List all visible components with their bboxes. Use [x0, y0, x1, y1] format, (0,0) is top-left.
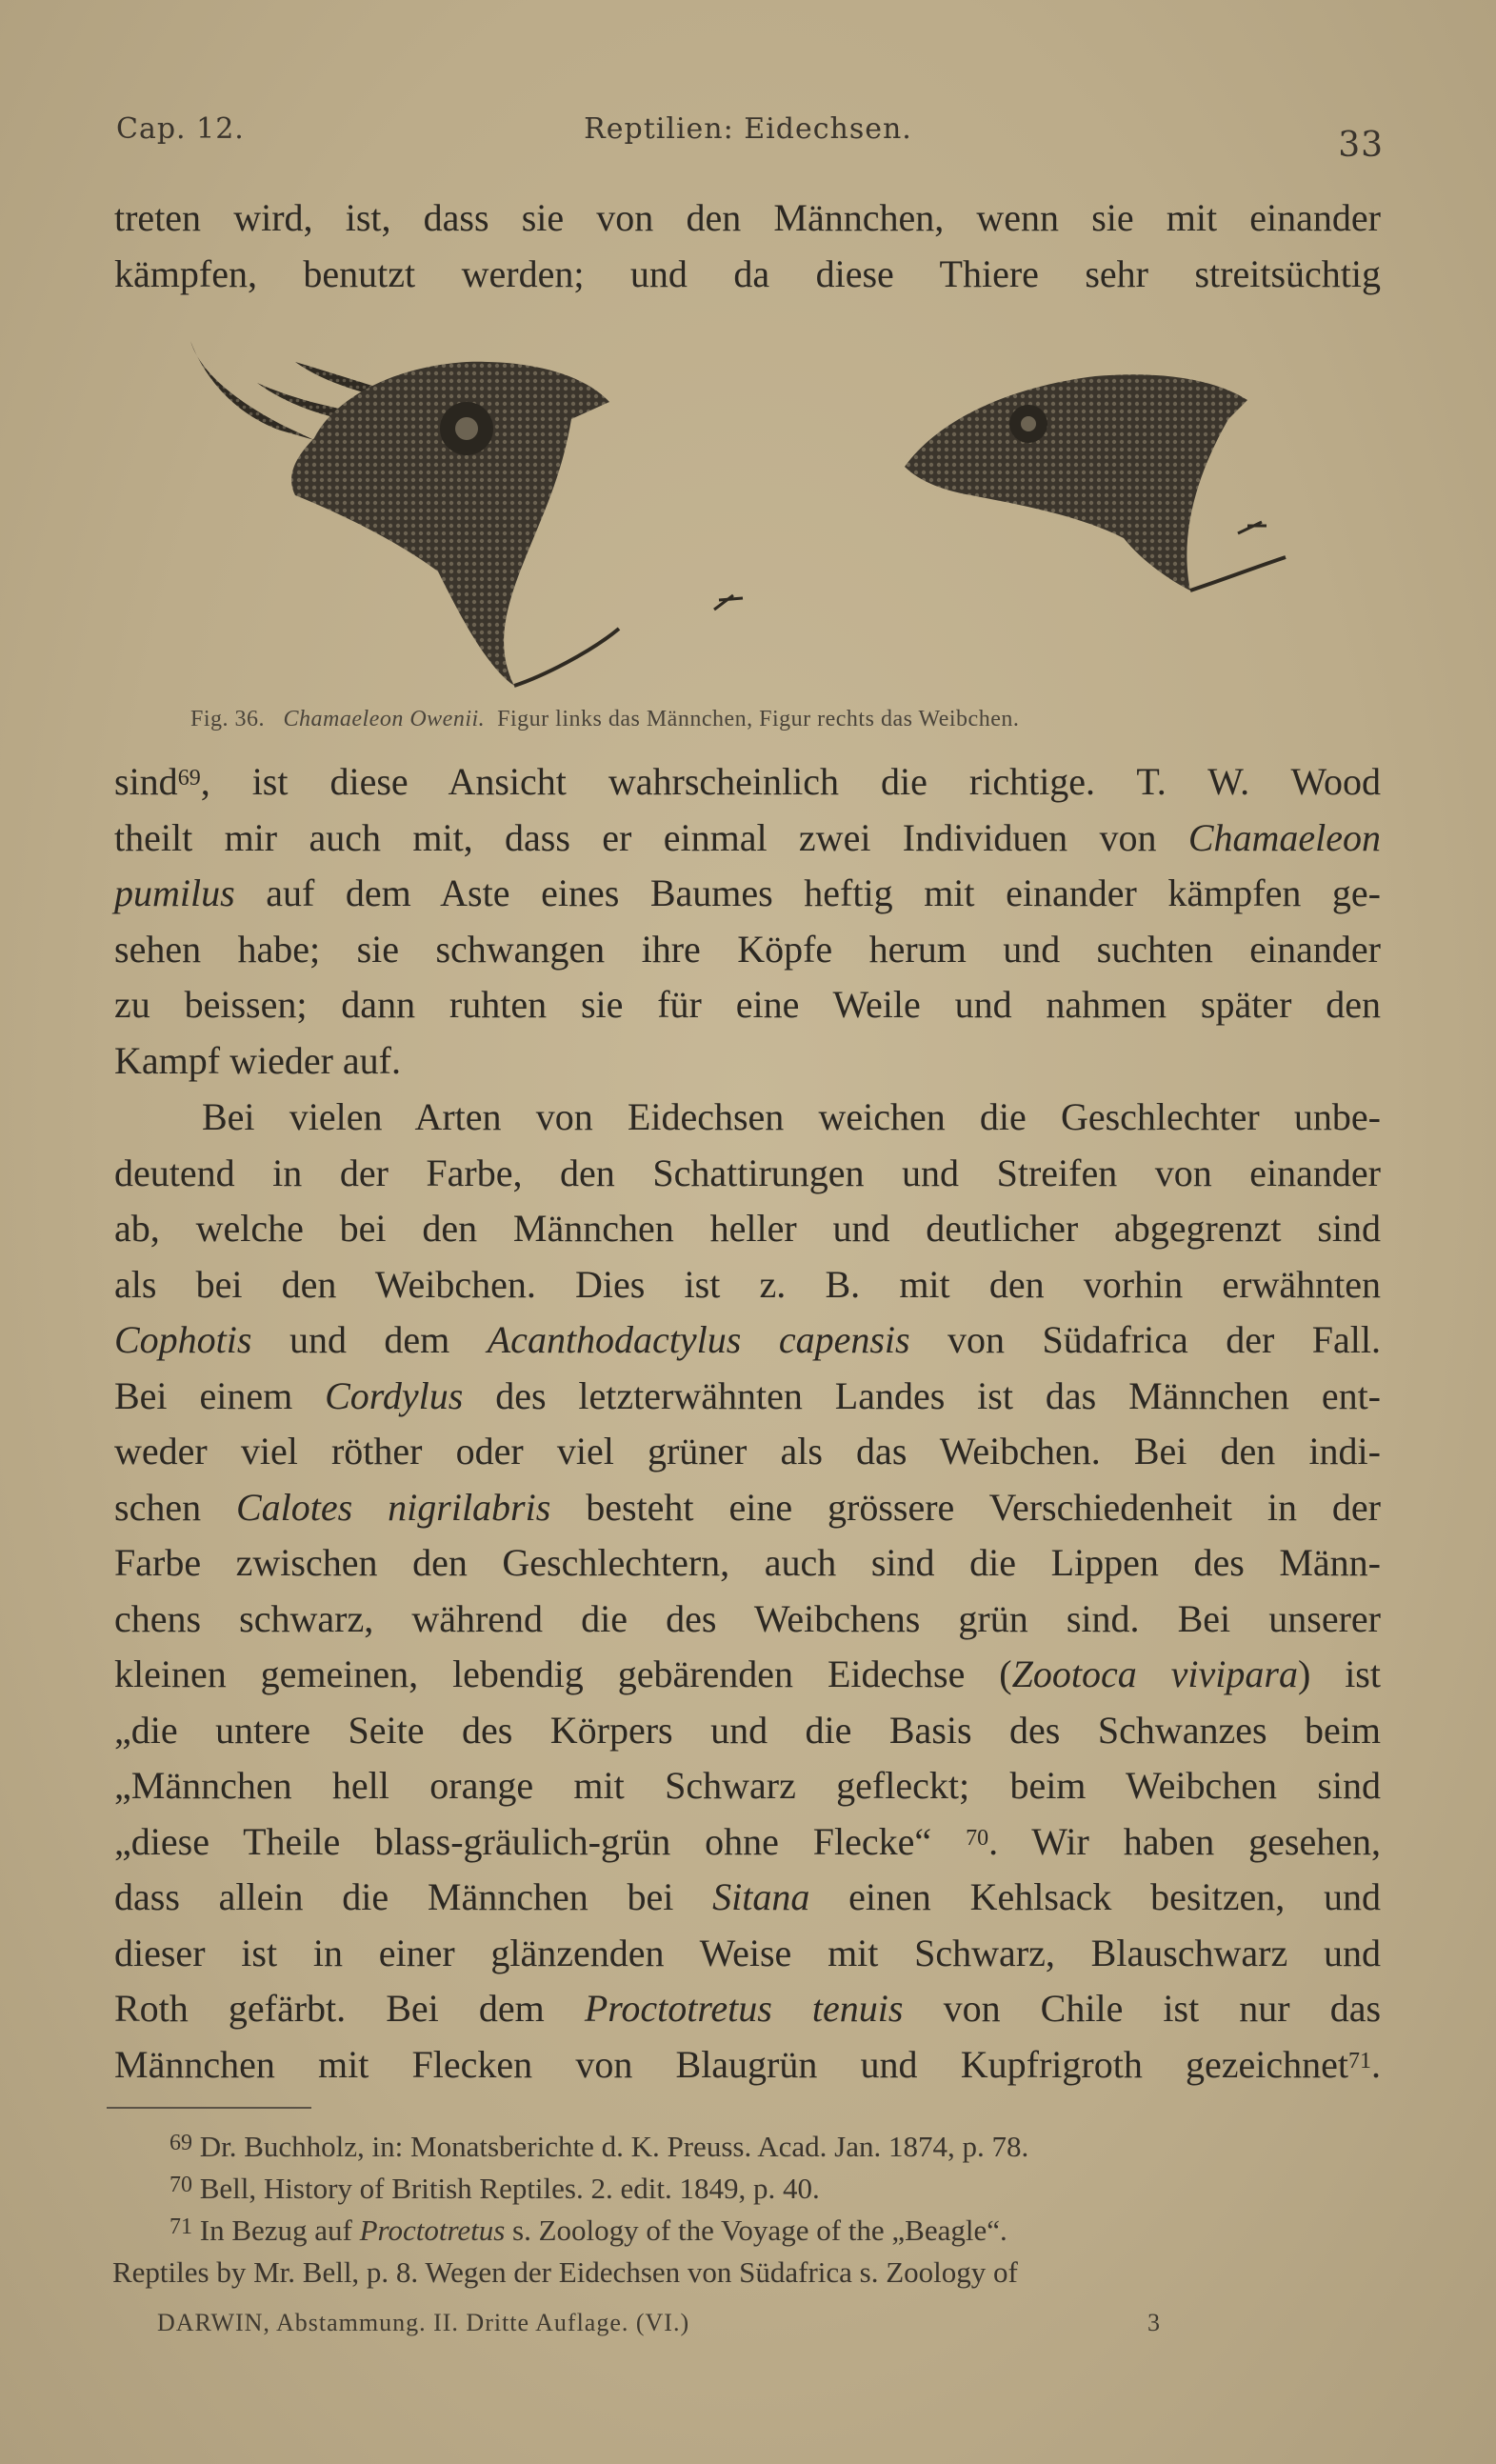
male-chameleon-head: [190, 341, 743, 686]
text-line: zu beissen; dann ruhten sie für eine Weile und nahmen später den: [114, 983, 1381, 1026]
text-line: kämpfen, benutzt werden; und da diese Thiere sehr streitsüchtig: [114, 251, 1381, 295]
text-line: chens schwarz, während die des Weibchens grün sind. Bei unserer: [114, 1596, 1381, 1640]
text-line: schen Calotes nigrilabris besteht eine grössere Verschiedenheit in der: [114, 1485, 1381, 1529]
text-line: theilt mir auch mit, dass er einmal zwei Individuen von Chamaeleon: [114, 815, 1381, 859]
footnote-divider: [107, 2107, 311, 2109]
text-line: Farbe zwischen den Geschlechtern, auch sind die Lippen des Männ-: [114, 1541, 1381, 1584]
footnote-71: $^{71}$ In Bezug auf Proctotretus s. Zoology of the Voyage of the „Beagle“.: [170, 2214, 1007, 2247]
text-line: dass allein die Männchen bei Sitana einen Kehlsack besitzen, und: [114, 1875, 1382, 1918]
text-line: dieser ist in einer glänzenden Weise mit Schwarz, Blauschwarz und: [114, 1931, 1381, 1974]
text-line: sehen habe; sie schwangen ihre Köpfe herum und suchten einander: [114, 927, 1381, 971]
page-number: 33: [1338, 126, 1384, 165]
text-line: Kampf wieder auf.: [114, 1038, 401, 1082]
text-line: sind$^{69}$, ist diese Ansicht wahrscheinlich die richtige. T. W. Wood: [114, 760, 1381, 803]
text-line: Bei einem Cordylus des letzterwähnten Landes ist das Männchen ent-: [114, 1373, 1382, 1417]
chameleon-figure: [181, 324, 1352, 705]
footnote-70: $^{70}$ Bell, History of British Reptiles. 2. edit. 1849, p. 40.: [170, 2172, 820, 2205]
paragraph-2: [114, 1090, 1381, 2093]
footnotes: [112, 2126, 1384, 2294]
text-line: treten wird, ist, dass sie von den Männchen, wenn sie mit einander: [114, 196, 1381, 239]
text-line: weder viel röther oder viel grüner als das Weibchen. Bei den indi-: [114, 1430, 1381, 1472]
caption-figure-number: Fig. 36.: [190, 707, 266, 731]
caption-text: Figur links das Männchen, Figur rechts das Weibchen.: [497, 707, 1020, 731]
top-paragraph: [114, 190, 1381, 302]
female-chameleon-head: [905, 374, 1286, 591]
caption-species: Chamaeleon Owenii.: [283, 707, 486, 731]
footnote-69: $^{69}$ Dr. Buchholz, in: Monatsberichte d. K. Preuss. Acad. Jan. 1874, p. 78.: [170, 2130, 1029, 2163]
text-line: Bei vielen Arten von Eidechsen weichen die Geschlechter unbe-: [202, 1095, 1381, 1138]
text-line: „diese Theile blass-gräulich-grün ohne Flecke“ $^{70}$. Wir haben gesehen,: [114, 1819, 1382, 1863]
text-line: Roth gefärbt. Bei dem Proctotretus tenuis von Chile ist nur das: [114, 1987, 1382, 2030]
text-line: ab, welche bei den Männchen heller und deutlicher abgegrenzt sind: [114, 1207, 1381, 1250]
text-line: kleinen gemeinen, lebendig gebärenden Eidechse (Zootoca vivipara) ist: [114, 1653, 1381, 1695]
text-line: Männchen mit Flecken von Blaugrün und Kupfrigroth gezeichnet$^{71}$.: [114, 2042, 1381, 2086]
running-head-title: Reptilien: Eidechsen.: [584, 112, 912, 146]
text-line: als bei den Weibchen. Dies ist z. B. mit den vorhin erwähnten: [114, 1262, 1381, 1306]
running-head-chapter: Cap. 12.: [116, 112, 245, 146]
chameleon-heads-illustration: [181, 324, 1352, 705]
text-line: pumilus auf dem Aste eines Baumes heftig mit einander kämpfen ge-: [114, 871, 1381, 914]
text-line: „die untere Seite des Körpers und die Basis des Schwanzes beim: [114, 1708, 1381, 1752]
printer-signature: DARWIN, Abstammung. II. Dritte Auflage. (VI.): [157, 2309, 690, 2336]
text-line: „Männchen hell orange mit Schwarz gefleckt; beim Weibchen sind: [114, 1764, 1381, 1807]
sheet-signature: 3: [1147, 2309, 1161, 2336]
text-line: deutend in der Farbe, den Schattirungen und Streifen von einander: [114, 1151, 1381, 1194]
paragraph-1: [114, 754, 1381, 1089]
figure-caption: [190, 707, 1333, 732]
footnote-71-continued: Reptiles by Mr. Bell, p. 8. Wegen der Eidechsen von Südafrica s. Zoology of: [112, 2255, 1018, 2289]
text-line: Cophotis und dem Acanthodactylus capensis von Südafrica der Fall.: [114, 1318, 1381, 1361]
